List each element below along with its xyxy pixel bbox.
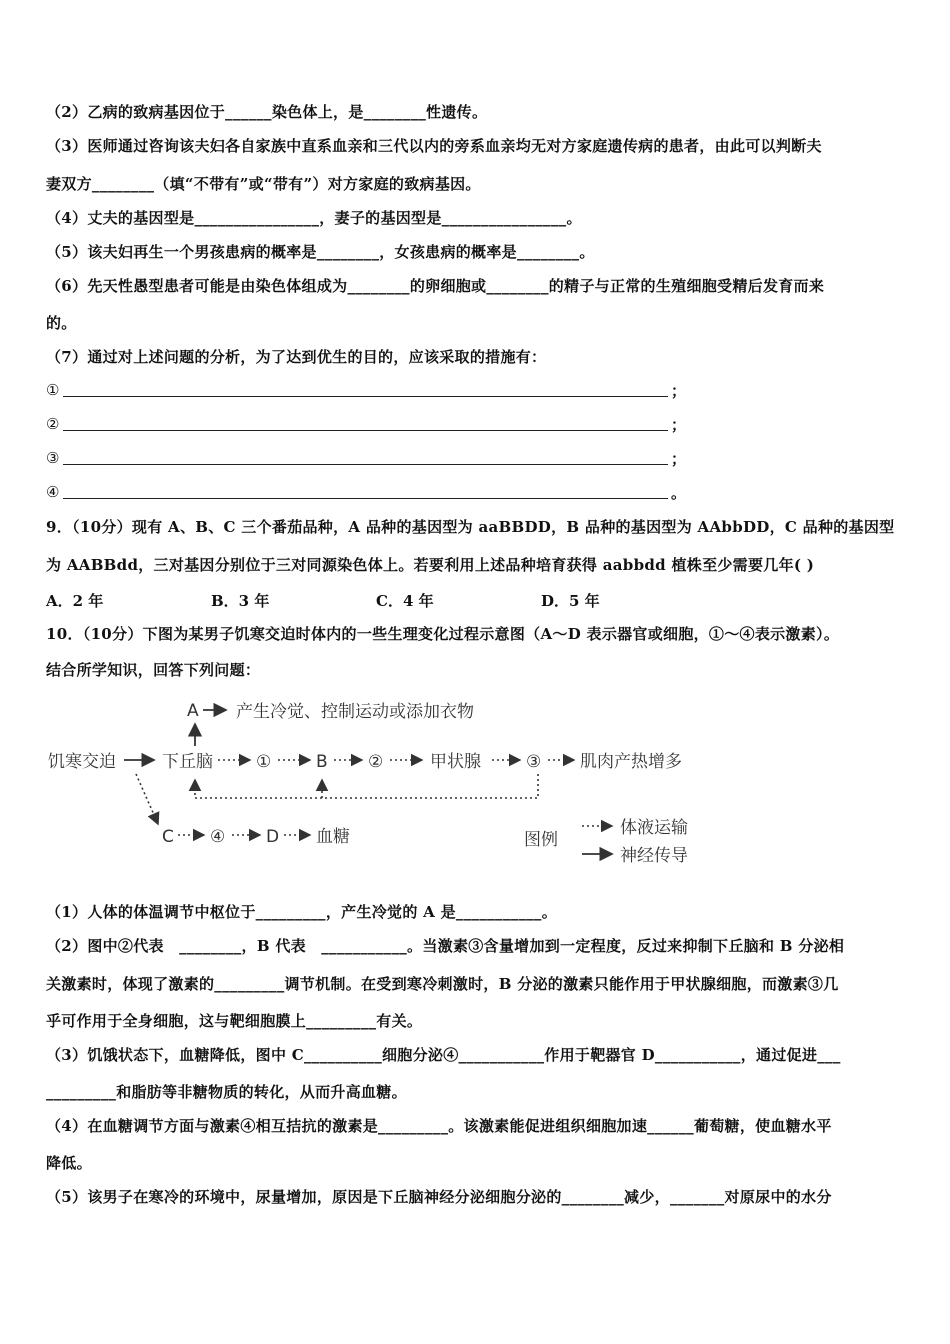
blank-number: ④ <box>46 483 60 501</box>
legend-nerve-text: 神经传导 <box>620 846 688 866</box>
answer-rule <box>63 464 668 465</box>
node-muscle: 肌肉产热增多 <box>580 752 682 772</box>
q10-sub4-line1: （4）在血糖调节方面与激素④相互拮抗的激素是_________。该激素能促进组织细胞加速______葡萄糖，使血糖水平 <box>46 1117 832 1135</box>
choice-a[interactable]: A．2 年 <box>46 592 104 610</box>
hormone-4: ④ <box>210 827 226 847</box>
q9-choices <box>46 590 746 610</box>
answer-rule <box>63 430 668 431</box>
q8-part4: （4）丈夫的基因型是________________，妻子的基因型是________________。 <box>46 209 582 227</box>
q10-sub3-line2: _________和脂肪等非糖物质的转化，从而升高血糖。 <box>46 1083 407 1101</box>
node-b: B <box>316 752 328 772</box>
q8-part7: （7）通过对上述问题的分析，为了达到优生的目的，应该采取的措施有： <box>46 348 547 366</box>
feedback-arrow-hypothalamus <box>195 774 538 798</box>
q10-stem-line2: 结合所学知识，回答下列问题： <box>46 661 261 679</box>
q9-stem-line2: 为 AABBdd，三对基因分别位于三对同源染色体上。若要利用上述品种培育获得 aabbdd 植株至少需要几年( ) <box>46 556 815 574</box>
legend-fluid-text: 体液运输 <box>620 818 688 838</box>
q10-sub1: （1）人体的体温调节中枢位于_________，产生冷觉的 A 是___________。 <box>46 903 558 921</box>
q8-part3-line2: 妻双方________（填“不带有”或“带有”）对方家庭的致病基因。 <box>46 175 481 193</box>
blank-end-mark: ； <box>670 382 686 400</box>
choice-b[interactable]: B．3 年 <box>211 592 270 610</box>
q8-part3-line1: （3）医师通过咨询该夫妇各自家族中直系血亲和三代以内的旁系血亲均无对方家庭遗传病的患者，由此可以判断夫 <box>46 137 822 155</box>
answer-blank-3[interactable] <box>46 449 686 469</box>
legend-title: 图例 <box>524 830 558 850</box>
hormone-1: ① <box>256 752 272 772</box>
blank-number: ② <box>46 415 60 433</box>
q8-part6-line2: 的。 <box>46 314 77 332</box>
q10-sub5: （5）该男子在寒冷的环境中，尿量增加，原因是下丘脑神经分泌细胞分泌的________减少，_______对原尿中的水分 <box>46 1188 832 1206</box>
node-d: D <box>266 827 280 847</box>
answer-rule <box>63 396 668 397</box>
node-hypothalamus: 下丘脑 <box>162 752 213 772</box>
q10-sub3-line1: （3）饥饿状态下，血糖降低，图中 C__________细胞分泌④___________作用于靶器官 D___________，通过促进___ <box>46 1046 841 1064</box>
hormone-3: ③ <box>526 752 542 772</box>
q10-stem-line1: 10．（10分）下图为某男子饥寒交迫时体内的一些生理变化过程示意图（A～D 表示器官或细胞，①～④表示激素）。 <box>46 625 840 643</box>
q10-sub2-line1: （2）图中②代表 ________，B 代表 ___________。当激素③含量增加到一定程度，反过来抑制下丘脑和 B 分泌相 <box>46 937 845 955</box>
hormone-2: ② <box>368 752 384 772</box>
node-blood-glucose: 血糖 <box>316 827 350 847</box>
a-effect-text: 产生冷觉、控制运动或添加衣物 <box>236 702 474 722</box>
q10-sub4-line2: 降低。 <box>46 1154 92 1172</box>
blank-end-mark: ； <box>670 450 686 468</box>
node-hunger-cold: 饥寒交迫 <box>48 752 116 772</box>
node-a: A <box>187 701 199 721</box>
q10-sub2-line3: 乎可作用于全身细胞，这与靶细胞膜上_________有关。 <box>46 1012 423 1030</box>
answer-blank-4[interactable] <box>46 483 686 503</box>
node-thyroid: 甲状腺 <box>430 752 481 772</box>
blank-number: ③ <box>46 449 60 467</box>
node-c: C <box>162 827 174 847</box>
q10-sub2-line2: 关激素时，体现了激素的_________调节机制。在受到寒冷刺激时，B 分泌的激素只能作用于甲状腺细胞，而激素③几 <box>46 975 839 993</box>
answer-blank-2[interactable] <box>46 415 686 435</box>
choice-d[interactable]: D．5 年 <box>541 592 600 610</box>
q8-part6-line1: （6）先天性愚型患者可能是由染色体组成为________的卵细胞或________的精子与正常的生殖细胞受精后发育而来 <box>46 277 825 295</box>
q9-stem-line1: 9．（10分）现有 A、B、C 三个番茄品种，A 品种的基因型为 aaBBDD，B 品种的基因型为 AAbbDD，C 品种的基因型 <box>46 518 895 536</box>
answer-rule <box>63 498 668 499</box>
regulation-diagram <box>46 690 706 880</box>
nerve-arrow-c <box>136 774 158 824</box>
blank-end-mark: ； <box>670 416 686 434</box>
q8-part5: （5）该夫妇再生一个男孩患病的概率是________，女孩患病的概率是________。 <box>46 243 595 261</box>
q8-part2: （2）乙病的致病基因位于______染色体上，是________性遗传。 <box>46 103 488 121</box>
choice-c[interactable]: C．4 年 <box>376 592 434 610</box>
answer-blank-1[interactable] <box>46 381 686 401</box>
blank-end-mark: 。 <box>670 484 686 502</box>
blank-number: ① <box>46 381 60 399</box>
